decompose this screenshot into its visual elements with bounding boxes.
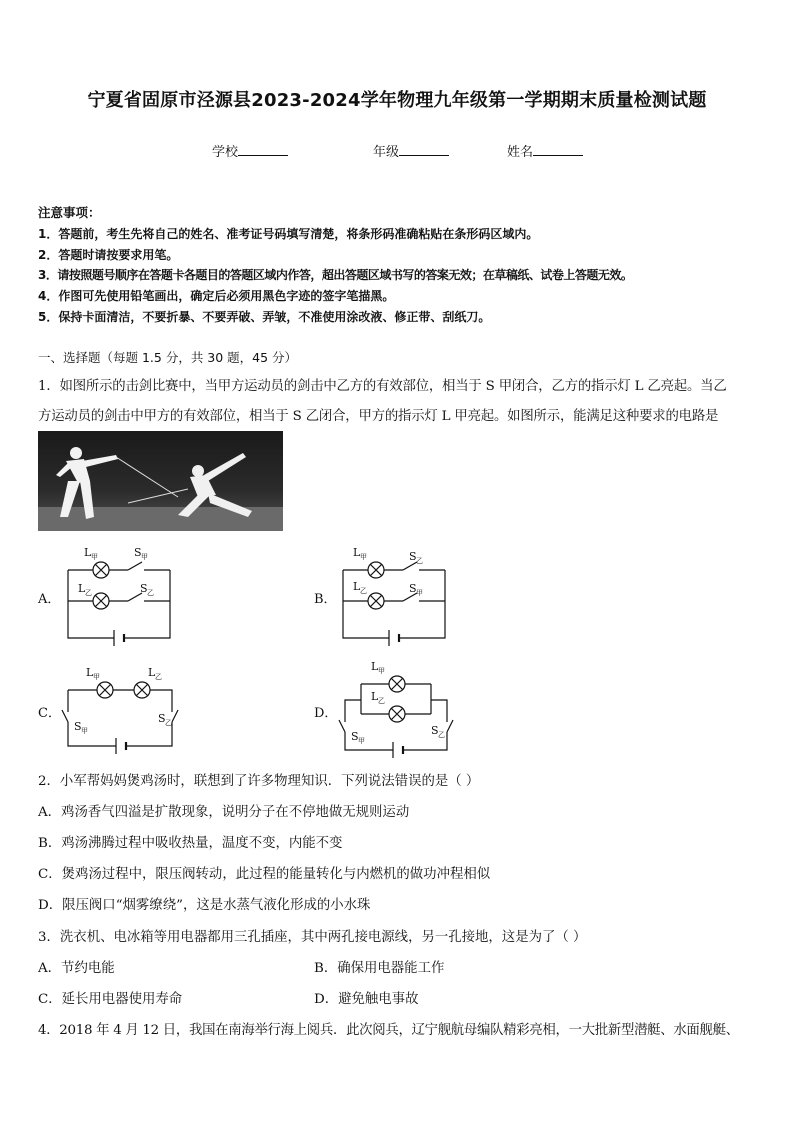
circuit-a-diagram [60,540,180,650]
name-field[interactable] [507,141,583,160]
svg-text:L: L [84,546,92,559]
svg-text:乙: 乙 [85,589,92,597]
svg-text:甲: 甲 [91,553,98,561]
svg-text:甲: 甲 [93,673,100,681]
svg-text:乙: 乙 [165,719,172,727]
svg-text:甲: 甲 [378,667,385,675]
q1-line2: 方运动员的剑击中甲方的有效部位，相当于 S 乙闭合，甲方的指示灯 L 甲亮起。如图所示，能满足这种要求的电路是 [38,409,719,424]
svg-text:甲: 甲 [416,589,423,597]
fencing-photo [38,431,283,531]
q1-option-a[interactable]: A． [38,592,61,607]
svg-text:甲: 甲 [81,727,88,735]
svg-text:乙: 乙 [360,587,367,595]
svg-text:S: S [158,712,166,725]
grade-label: 年级 [373,145,400,160]
q3-option-a[interactable]: A．节约电能 [38,961,115,976]
circuit-d-diagram [335,656,465,766]
notice-heading: 注意事项： [38,205,101,220]
notice-item-5: 5．保持卡面清洁，不要折暴、不要弄破、弄皱，不准使用涂改液、修正带、刮纸刀。 [38,310,491,324]
svg-text:甲: 甲 [358,737,365,745]
svg-text:S: S [351,730,359,743]
svg-text:L: L [148,666,156,679]
school-label: 学校 [212,145,239,160]
svg-text:乙: 乙 [155,673,162,681]
notice-item-2: 2．答题时请按要求用笔。 [38,248,179,262]
notice-item-4: 4．作图可先使用铅笔画出，确定后必须用黑色字迹的签字笔描黑。 [38,289,395,303]
notice-item-3: 3．请按照题号顺序在答题卡各题目的答题区域内作答，超出答题区域书写的答案无效；在草稿纸、试卷上答题无效。 [38,268,633,282]
svg-text:乙: 乙 [438,731,445,739]
q3-option-c[interactable]: C．延长用电器使用寿命 [38,992,183,1007]
svg-text:L: L [78,582,86,595]
circuit-c-diagram [60,660,190,760]
svg-text:S: S [140,582,148,595]
svg-text:L: L [371,690,379,703]
section-heading: 一、选择题（每题 1.5 分，共 30 题，45 分） [38,350,298,365]
svg-text:S: S [409,550,417,563]
grade-blank[interactable] [399,143,449,156]
q1-option-d[interactable]: D． [314,706,338,721]
q1-option-c[interactable]: C． [38,706,61,721]
svg-text:S: S [409,582,417,595]
q1-option-b[interactable]: B． [314,592,337,607]
name-blank[interactable] [533,143,583,156]
svg-text:L: L [353,580,361,593]
notice-item-1: 1．答题前，考生先将自己的姓名、准考证号码填写清楚，将条形码准确粘贴在条形码区域内。 [38,227,539,241]
q3-option-b[interactable]: B．确保用电器能工作 [314,961,445,976]
svg-text:S: S [74,720,82,733]
svg-text:S: S [134,546,142,559]
q4-stem: 4．2018 年 4 月 12 日，我国在南海举行海上阅兵．此次阅兵，辽宁舰航母编队精彩亮相，一大批新型潜艇、水面舰艇、 [38,1023,739,1038]
circuit-b-diagram [335,540,455,650]
q2-option-c[interactable]: C．煲鸡汤过程中，限压阀转动，此过程的能量转化与内燃机的做功冲程相似 [38,867,491,882]
q1-line1: 1．如图所示的击剑比赛中，当甲方运动员的剑击中乙方的有效部位，相当于 S 甲闭合，乙方的指示灯 L 乙亮起。当乙 [38,379,727,394]
school-field[interactable] [212,141,288,160]
svg-text:L: L [353,546,361,559]
name-label: 姓名 [507,145,534,160]
svg-text:乙: 乙 [378,697,385,705]
svg-text:乙: 乙 [147,589,154,597]
svg-text:甲: 甲 [141,553,148,561]
grade-field[interactable] [373,141,449,160]
svg-text:甲: 甲 [360,553,367,561]
svg-text:S: S [431,724,439,737]
q3-stem: 3．洗衣机、电冰箱等用电器都用三孔插座，其中两孔接电源线，另一孔接地，这是为了（ ） [38,930,587,945]
svg-text:L: L [371,660,379,673]
svg-text:乙: 乙 [416,557,423,565]
q3-option-d[interactable]: D．避免触电事故 [314,992,419,1007]
q2-option-a[interactable]: A．鸡汤香气四溢是扩散现象，说明分子在不停地做无规则运动 [38,805,410,820]
svg-text:L: L [86,666,94,679]
school-blank[interactable] [238,143,288,156]
q2-stem: 2．小军帮妈妈煲鸡汤时，联想到了许多物理知识．下列说法错误的是（ ） [38,774,480,789]
q2-option-b[interactable]: B．鸡汤沸腾过程中吸收热量，温度不变，内能不变 [38,836,343,851]
page-title: 宁夏省固原市泾源县2023-2024学年物理九年级第一学期期末质量检测试题 [87,90,707,111]
q2-option-d[interactable]: D．限压阀口“烟雾缭绕”，这是水蒸气液化形成的小水珠 [38,898,371,913]
